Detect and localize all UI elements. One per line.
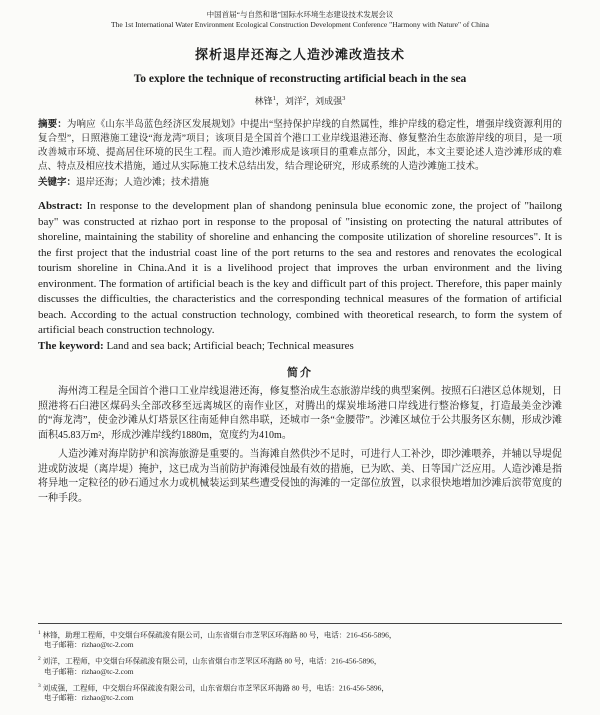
author-1-affiliation-mark: 1 bbox=[272, 95, 276, 102]
footnote-1-marker: 1 bbox=[38, 629, 41, 636]
section-heading-introduction: 简介 bbox=[287, 367, 313, 379]
keywords-english bbox=[38, 339, 562, 355]
footnote-author-2 bbox=[38, 654, 562, 677]
abstract-english-label: Abstract: bbox=[38, 200, 83, 212]
keywords-chinese-text: 退岸还海；人造沙滩；技术措施 bbox=[76, 178, 210, 188]
abstract-english bbox=[38, 199, 562, 339]
footnote-3-line2: 电子邮箱：rizhao@tc-2.com bbox=[44, 693, 134, 702]
author-3: 刘成强$^3$ bbox=[315, 95, 346, 106]
footnote-author-3 bbox=[38, 681, 562, 704]
footnote-author-1 bbox=[38, 628, 562, 651]
footnote-section bbox=[38, 623, 562, 708]
keywords-english-label: The keyword: bbox=[38, 339, 104, 352]
footnote-2-marker: 2 bbox=[38, 656, 41, 662]
conference-title-cn: 中国首届“与自然和谐”国际水环境生态建设技术发展会议 bbox=[206, 10, 394, 19]
footnote-1-line2: 电子邮箱：rizhao@tc-2.com bbox=[44, 640, 134, 649]
body-paragraph-2: 人造沙滩对海岸防护和滨海旅游是重要的。当海滩自然供沙不足时，可进行人工补沙，即沙滩喂养，并辅以导堤促进或防波堤（离岸堤）掩护，这已成为当前防护海滩侵蚀最有效的措施，已为欧、美、日等国广泛应用。人造沙滩是指将异地一定粒径的砂石通过水力或机械装运到某些遭受侵蚀的海滩的一定部位放置，以求很快地增加沙滩后滨带宽度的一种手段。 bbox=[38, 449, 562, 504]
conference-header bbox=[38, 10, 562, 30]
author-2-affiliation-mark: 2 bbox=[302, 95, 307, 102]
footnote-3-marker: 3 bbox=[38, 682, 41, 689]
author-2: 刘洋$^2$， bbox=[284, 95, 316, 106]
footnote-2-line2: 电子邮箱：rizhao@tc-2.com bbox=[44, 666, 134, 676]
footnote-3-line1: 刘成强，工程师，中交烟台环保疏浚有限公司，山东省烟台市芝罘区环海路 80 号，电话：216-456-5896， bbox=[42, 683, 389, 692]
author-1: 林锋$^1$， bbox=[254, 95, 285, 106]
author-3-affiliation-mark: 3 bbox=[342, 95, 346, 102]
paper-title-chinese: 探析退岸还海之人造沙滩改造技术 bbox=[194, 47, 405, 62]
abstract-chinese bbox=[38, 118, 562, 174]
conference-title-en: The 1st International Water Environment Ecological Construction Development Conference "Harmony with Nature" of China bbox=[111, 20, 489, 29]
abstract-chinese-text: 为响应《山东半岛蓝色经济区发展规划》中提出“坚持保护岸线的自然属性，维护岸线的稳定性，增强岸线资源利用的复合型”，日照港施工建设“海龙湾”项目；该项目是全国首个港口工业岸线退港还海、修复整治生态旅游岸线的项目，是一项改善城市环境、提高居住环境的民生工程。而人造沙滩形成是该项目的重难点部分，因此，本文主要论述人造沙滩形成的难点、特点及相应技术措施，通过从实际施工技术总结出发，结合理论研究，形成系统的人造沙滩施工技术。 bbox=[38, 120, 562, 172]
abstract-english-text: In response to the development plan of shandong peninsula blue economic zone, the project of "hailong bay" was constructed at rizhao port in response to the proposal of "insisting on protecting the natural attributes of shoreline, maintaining the stability of shoreline and enhancing the composite utilization of shoreline resources". It is the first project that the industrial coast line of the port returns to the sea and restores and renovates the ecological tourism shoreline in China.And it is a livelihood project that improves the urban environment and the living environment. The formation of artificial beach is the key and difficult part of this project. Therefore, this paper mainly discusses the difficulties, the characteristics and the corresponding technical measures of the formation of artificial beach. According to the actual construction technology, combined with theoretical research, to form the system of artificial beach construction technology. bbox=[38, 200, 562, 336]
body-paragraph-1: 海州湾工程是全国首个港口工业岸线退港还海，修复整治成生态旅游岸线的典型案例。按照石臼港区总体规划，日照港将石臼港区煤码头全部改移至远离城区的南作业区，对腾出的煤炭堆场港口岸线进行整治修复，打造最美金沙滩的“海龙湾”，使金沙滩从灯塔景区往南延伸自然串联，还城市一条“金腰带”。沙滩区域位于公共服务区东侧，形成沙滩面积45.83万m²，形成沙滩岸线约1880m，宽度约为410m。 bbox=[38, 386, 562, 441]
abstract-chinese-label: 摘要： bbox=[38, 120, 67, 130]
keywords-english-text: Land and sea back; Artificial beach; Technical measures bbox=[103, 339, 354, 352]
keywords-chinese bbox=[38, 176, 562, 190]
keywords-chinese-label: 关键字： bbox=[38, 178, 77, 188]
author-line bbox=[38, 94, 562, 107]
footnote-1-line1: 林锋，助理工程师，中交烟台环保疏浚有限公司，山东省烟台市芝罘区环海路 80 号，电话：216-456-5896， bbox=[42, 630, 397, 639]
footnote-2-line1: 刘洋，工程师，中交烟台环保疏浚有限公司，山东省烟台市芝罘区环海路 80 号，电话：216-456-5896， bbox=[42, 656, 382, 666]
paper-title-english: To explore the technique of reconstructing artificial beach in the sea bbox=[133, 73, 467, 85]
